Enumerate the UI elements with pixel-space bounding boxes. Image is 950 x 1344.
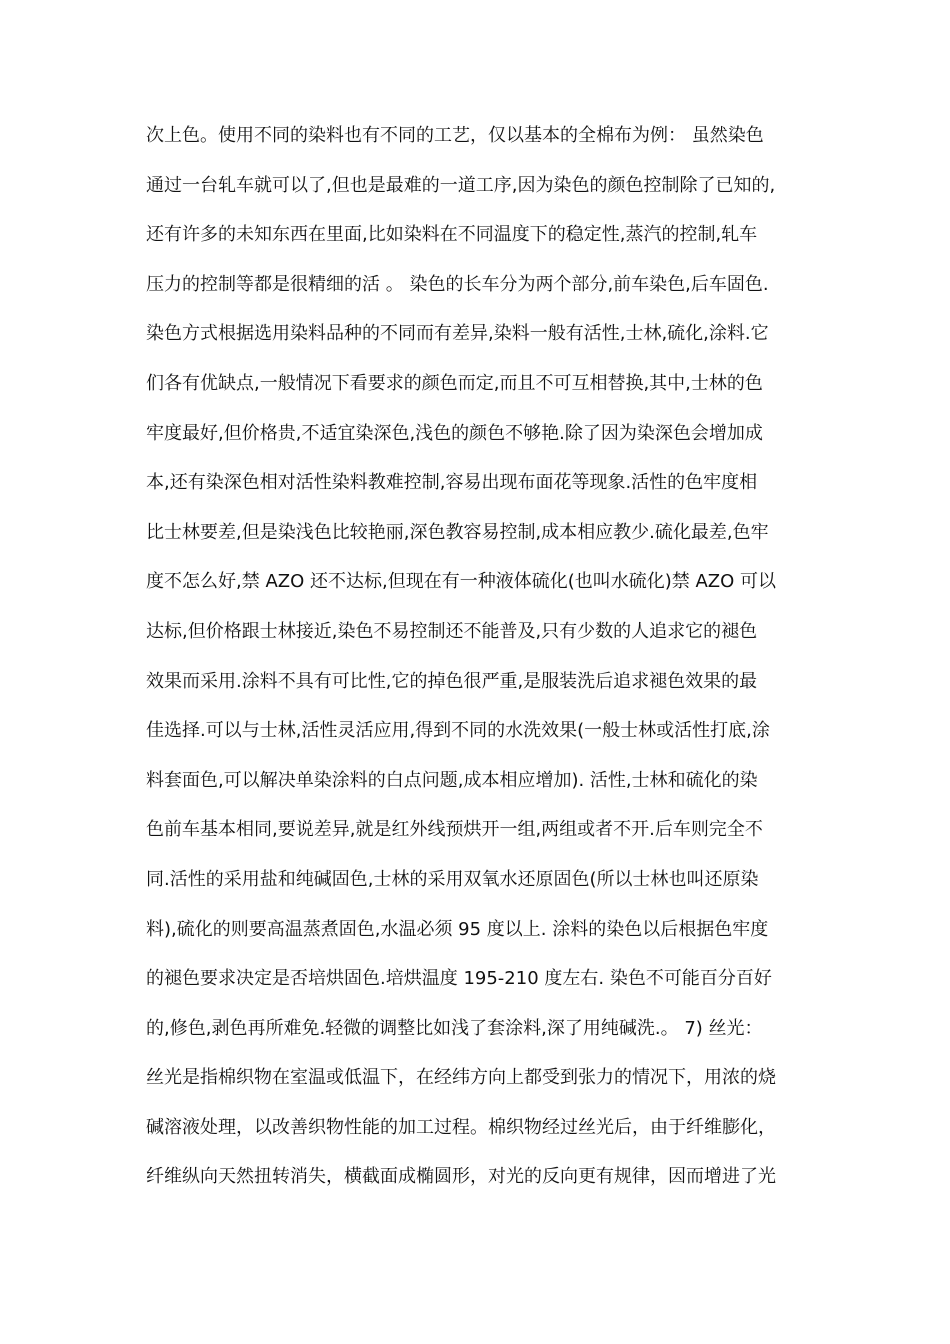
- text-line: 同.活性的采用盐和纯碱固色,士林的采用双氧水还原固色(所以士林也叫还原染: [146, 868, 759, 890]
- text-line: 效果而采用.涂料不具有可比性,它的掉色很严重,是服装洗后追求褪色效果的最: [146, 670, 758, 692]
- text-line: 碱溶液处理，以改善织物性能的加工过程。棉织物经过丝光后，由于纤维膨化，: [146, 1116, 776, 1138]
- text-line: 次上色。使用不同的染料也有不同的工艺，仅以基本的全棉布为例： 虽然染色: [146, 125, 764, 146]
- text-line: 染色方式根据选用染料品种的不同而有差异,染料一般有活性,士林,硫化,涂料.它: [146, 323, 769, 345]
- text-line: 达标,但价格跟士林接近,染色不易控制还不能普及,只有少数的人追求它的褪色: [146, 620, 758, 642]
- text-line: 度不怎么好,禁 AZO 还不达标,但现在有一种液体硫化(也叫水硫化)禁 AZO 可以: [146, 571, 776, 593]
- text-line: 纤维纵向天然扭转消失，横截面成椭圆形，对光的反向更有规律，因而增进了光: [146, 1166, 776, 1188]
- text-line: 丝光是指棉织物在室温或低温下，在经纬方向上都受到张力的情况下，用浓的烧: [146, 1067, 776, 1089]
- text-line: 料),硫化的则要高温蒸煮固色,水温必须 95 度以上. 涂料的染色以后根据色牢度: [146, 918, 769, 940]
- text-line: 色前车基本相同,要说差异,就是红外线预烘开一组,两组或者不开.后车则完全不: [146, 819, 763, 841]
- text-line: 比士林要差,但是染浅色比较艳丽,深色教容易控制,成本相应教少.硫化最差,色牢: [146, 521, 769, 543]
- text-line: 们各有优缺点,一般情况下看要求的颜色而定,而且不可互相替换,其中,士林的色: [146, 372, 763, 394]
- text-line: 佳选择.可以与士林,活性灵活应用,得到不同的水洗效果(一般士林或活性打底,涂: [146, 720, 770, 742]
- text-line: 还有许多的未知东西在里面,比如染料在不同温度下的稳定性,蒸汽的控制,轧车: [146, 224, 758, 246]
- text-line: 料套面色,可以解决单染涂料的白点问题,成本相应增加). 活性,士林和硫化的染: [146, 769, 758, 791]
- text-line: 牢度最好,但价格贵,不适宜染深色,浅色的颜色不够艳.除了因为染深色会增加成: [146, 422, 763, 444]
- text-line: 的,修色,剥色再所难免.轻微的调整比如浅了套涂料,深了用纯碱洗.。 7) 丝光：: [146, 1017, 763, 1039]
- text-line: 通过一台轧车就可以了,但也是最难的一道工序,因为染色的颜色控制除了已知的,: [146, 174, 776, 196]
- text-line: 压力的控制等都是很精细的活 。 染色的长车分为两个部分,前车染色,后车固色.: [146, 273, 769, 295]
- body-text: [146, 118, 816, 1209]
- text-line: 的褪色要求决定是否培烘固色.培烘温度 195-210 度左右. 染色不可能百分百好: [146, 968, 772, 990]
- text-line: 本,还有染深色相对活性染料教难控制,容易出现布面花等现象.活性的色牢度相: [146, 472, 758, 494]
